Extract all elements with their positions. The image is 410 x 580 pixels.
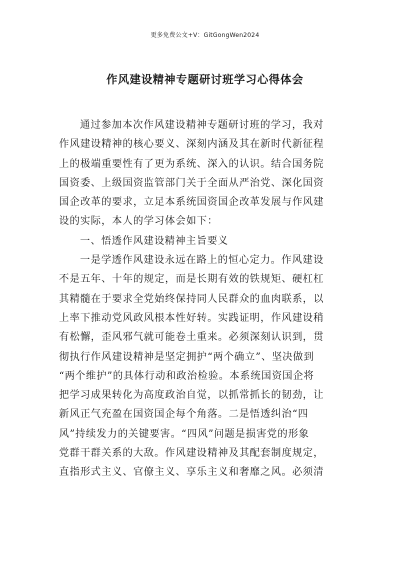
body-text-line: 上的极端重要性有了更为系统、深入的认识。结合国务院	[59, 158, 324, 170]
body-text-line: 彻执行作风建设精神是坚定拥护“两个确立”、坚决做到	[59, 351, 315, 363]
body-text-line: 其精髓在于要求全党始终保持同人民群众的血肉联系，以	[59, 293, 324, 305]
body-text-line: 作风建设精神的核心要义、深刻内涵及其在新时代新征程	[59, 139, 324, 151]
body-text-line: 一是学透作风建设永远在路上的恒心定力。作风建设	[80, 255, 324, 267]
body-text-line: 设的实际，本人的学习体会如下：	[59, 216, 218, 228]
body-text-line: 上率下推动党风政风根本性好转。实践证明，作风建设稍	[59, 312, 324, 324]
body-text-line: 通过参加本次作风建设精神专题研讨班的学习，我对	[80, 120, 324, 131]
body-text-line: 把学习成果转化为高度政治自觉，以抓常抓长的韧劲，让	[59, 390, 324, 402]
body-text-line: 有松懈，歪风邪气就可能卷土重来。必须深刻认识到，贯	[59, 332, 324, 344]
body-text-line: 直指形式主义、官僚主义、享乐主义和奢靡之风。必须清	[59, 467, 324, 479]
body-text-line: 风”持续发力的关键要害。“四风”问题是损害党的形象	[59, 428, 310, 440]
body-text-line: 党群干群关系的大敌。作风建设精神及其配套制度规定，	[59, 448, 324, 460]
body-text-line: 一、悟透作风建设精神主旨要义	[80, 235, 229, 247]
document-title: 作风建设精神专题研讨班学习心得体会	[106, 73, 304, 86]
body-text-line: 国资委、上级国资监管部门关于全面从严治党、深化国资	[59, 177, 324, 189]
body-text-line: 国企改革的要求，立足本系统国资国企改革发展与作风建	[59, 197, 324, 209]
body-text-line: 不是五年、十年的规定，而是长期有效的铁规矩、硬杠杠	[59, 274, 324, 286]
document-body	[59, 116, 360, 483]
body-text-line: 新风正气充盈在国资国企每个角落。二是悟透纠治“四	[59, 409, 309, 421]
body-text-line: “两个维护”的具体行动和政治检验。本系统国资国企将	[59, 370, 315, 382]
page-header: 更多免费公文+V：GitGongWen2024	[150, 32, 260, 39]
